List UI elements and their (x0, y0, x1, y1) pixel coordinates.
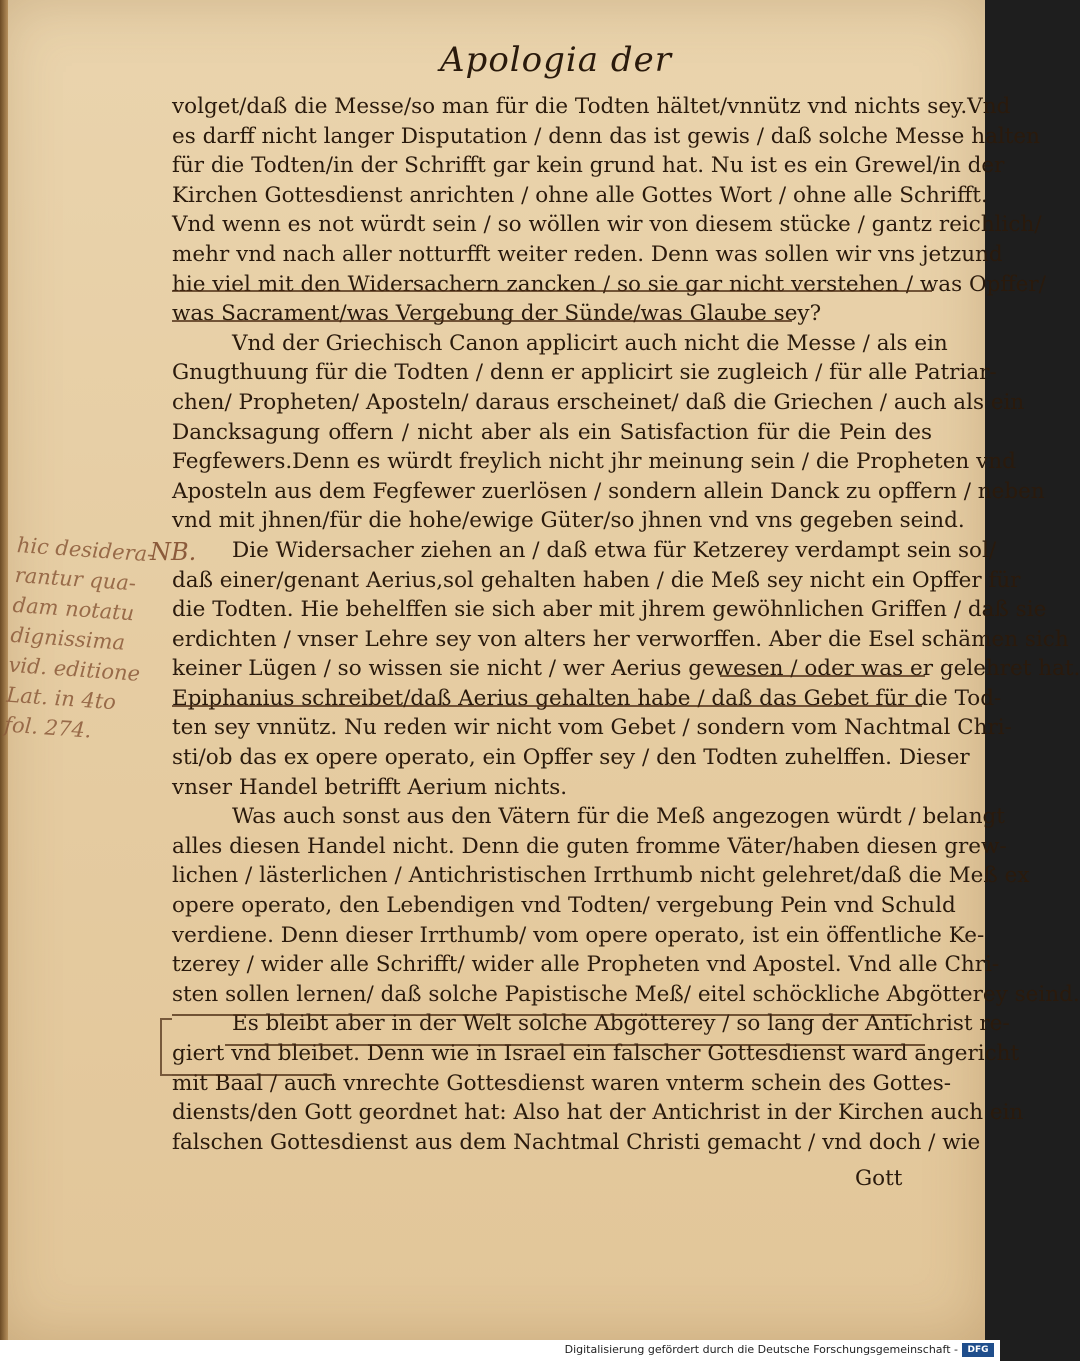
text-line: mehr vnd nach aller notturfft weiter reden. Denn was sollen wir vns jetzund (172, 241, 1003, 267)
text-line: giert vnd bleibet. Denn wie in Israel ein falscher Gottesdienst ward angericht (172, 1041, 1020, 1066)
text-line: lichen / lästerlichen / Antichristischen Irrthumb nicht gelehret/daß die Meß ex (172, 863, 1030, 889)
text-line: verdiene. Denn dieser Irrthumb/ vom opere operato, ist ein öffentliche Ke- (172, 922, 985, 948)
marginal-note-line: dam notatu (11, 592, 135, 626)
text-line: alles diesen Handel nicht. Denn die guten fromme Väter/haben diesen grew- (172, 833, 1007, 859)
marginal-note-line: rantur qua- (14, 562, 137, 596)
ink-underline (172, 320, 792, 322)
catchword: Gott (855, 1166, 903, 1191)
running-head: Apologia der (440, 40, 672, 80)
text-line: tzerey / wider alle Schrifft/ wider alle Propheten vnd Apostel. Vnd alle Chri- (172, 952, 1000, 978)
marginal-note-line: hic desidera- (16, 532, 156, 567)
text-line: Es bleibt aber in der Welt solche Abgötterey / so lang der Antichrist re- (232, 1011, 1010, 1037)
text-line: Was auch sonst aus den Vätern für die Meß angezogen würdt / belangt (232, 804, 1005, 830)
text-line: Vnd wenn es not würdt sein / so wöllen wir von diesem stücke / gantz reichlich/ (172, 212, 1042, 238)
marginal-note-line: vid. editione (7, 652, 141, 686)
text-line: Aposteln aus dem Fegfewer zuerlösen / sondern allein Danck zu opffern / neben (172, 478, 1045, 504)
text-line: mit Baal / auch vnrechte Gottesdienst waren vnterm schein des Gottes- (172, 1070, 952, 1096)
text-line: Epiphanius schreibet/daß Aerius gehalten habe / daß das Gebet für die Tod- (172, 685, 1002, 711)
text-line: Gnugthuung für die Todten / denn er applicirt sie zugleich / für alle Patriar- (172, 360, 997, 386)
nota-bene-mark: NB. (150, 538, 197, 566)
ink-underline (172, 705, 922, 707)
ink-bracket (160, 1018, 172, 1076)
text-line: chen/ Propheten/ Aposteln/ daraus erscheinet/ daß die Griechen / auch als ein (172, 389, 1025, 415)
text-line: vnd mit jhnen/für die hohe/ewige Güter/so jhnen vnd vns gegeben seind. (172, 508, 965, 534)
text-line: Kirchen Gottesdienst anrichten / ohne alle Gottes Wort / ohne alle Schrifft. (172, 182, 988, 208)
text-line: Dancksagung offern / nicht aber als ein Satisfaction für die Pein des (172, 419, 932, 445)
ink-underline (172, 1014, 912, 1016)
footer-bar (0, 1340, 1000, 1361)
page-gutter-edge (0, 0, 8, 1340)
text-line: sti/ob das ex opere operato, ein Opffer sey / den Todten zuhelffen. Dieser (172, 745, 970, 771)
text-line: volget/daß die Messe/so man für die Todten hältet/vnnütz vnd nichts sey.Vnd (172, 94, 1011, 119)
text-line: opere operato, den Lebendigen vnd Todten/ vergebung Pein vnd Schuld (172, 893, 956, 919)
text-line: was Sacrament/was Vergebung der Sünde/was Glaube sey? (172, 301, 822, 327)
text-line: die Todten. Hie behelffen sie sich aber mit jhrem gewöhnlichen Griffen / daß sie (172, 597, 1047, 623)
text-line: daß einer/genant Aerius,sol gehalten haben / die Meß sey nicht ein Opffer für (172, 567, 1021, 593)
text-line: sten sollen lernen/ daß solche Papistische Meß/ eitel schöckliche Abgötterey seind. (172, 981, 1080, 1007)
funding-notice: Digitalisierung gefördert durch die Deutsche Forschungsgemeinschaft - (564, 1343, 958, 1356)
text-line: hie viel mit den Widersachern zancken / so sie gar nicht verstehen / was Opffer/ (172, 271, 1046, 297)
text-line: ten sey vnnütz. Nu reden wir nicht vom Gebet / sondern vom Nachtmal Chri- (172, 715, 1012, 741)
text-line: Vnd der Griechisch Canon applicirt auch nicht die Messe / als ein (232, 330, 948, 356)
text-line: falschen Gottesdienst aus dem Nachtmal Christi gemacht / vnd doch / wie (172, 1129, 981, 1155)
text-line: Fegfewers.Denn es würdt freylich nicht jhr meinung sein / die Propheten vnd (172, 449, 1016, 475)
main-text-block (172, 92, 1080, 1157)
text-line: für die Todten/in der Schrifft gar kein grund hat. Nu ist es ein Grewel/in der (172, 153, 1005, 179)
marginal-note-line: dignissima (9, 622, 126, 655)
text-line: keiner Lügen / so wissen sie nicht / wer Aerius gewesen / oder was er gelehret hat. (172, 656, 1080, 682)
text-line: erdichten / vnser Lehre sey von alters her verworffen. Aber die Esel schämen sich (172, 626, 1069, 652)
ink-underline (172, 1074, 332, 1076)
ink-underline (225, 1044, 925, 1046)
text-line: vnser Handel betrifft Aerium nichts. (172, 774, 568, 800)
ink-underline (720, 675, 925, 677)
text-line: es darff nicht langer Disputation / denn das ist gewis / daß solche Messe halten (172, 123, 1040, 149)
text-line: Die Widersacher ziehen an / daß etwa für Ketzerey verdampt sein sol/ (232, 537, 997, 563)
text-line: diensts/den Gott geordnet hat: Also hat der Antichrist in der Kirchen auch ein (172, 1100, 1024, 1126)
marginal-note-line: Lat. in 4to (5, 682, 117, 715)
dfg-logo: DFG (962, 1343, 994, 1357)
marginal-note-line: fol. 274. (3, 712, 93, 743)
ink-underline (172, 290, 932, 292)
